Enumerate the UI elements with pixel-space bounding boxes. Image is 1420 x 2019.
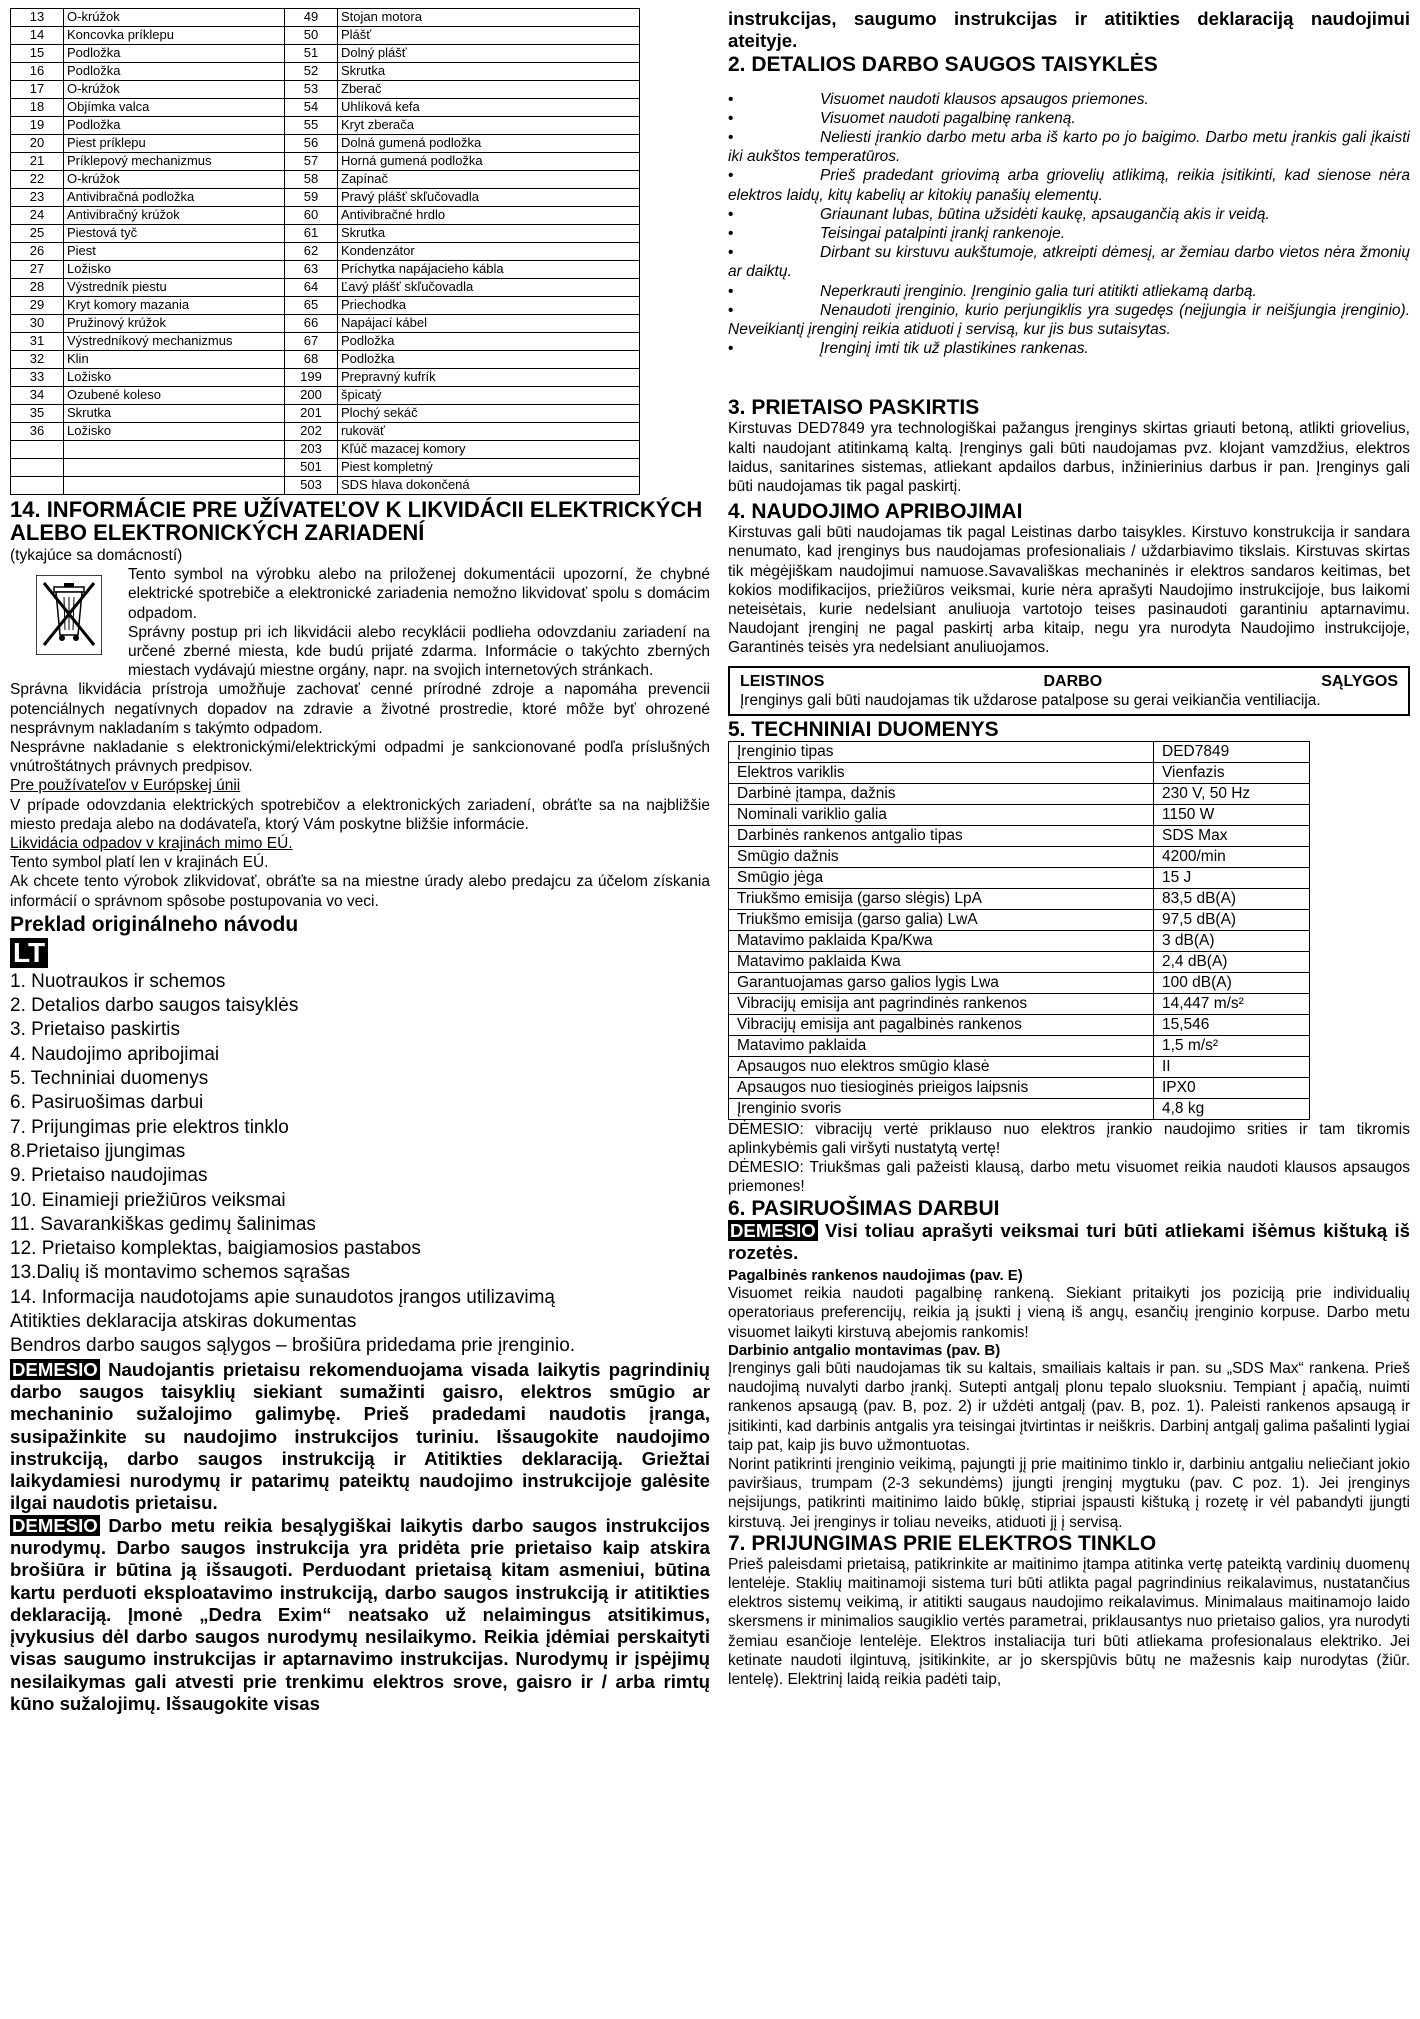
parts-row	[11, 153, 640, 171]
part-name: Stojan motora	[338, 9, 640, 27]
tech-row	[729, 909, 1310, 930]
part-number: 29	[11, 297, 64, 315]
part-name: Výstredníkový mechanizmus	[64, 333, 285, 351]
part-name: Kryt zberača	[338, 117, 640, 135]
part-name: O-krúžok	[64, 171, 285, 189]
part-number: 64	[285, 279, 338, 297]
parts-row	[11, 477, 640, 495]
parts-row	[11, 135, 640, 153]
part-number: 201	[285, 405, 338, 423]
part-name: Ložisko	[64, 261, 285, 279]
tech-row	[729, 825, 1310, 846]
permitted-conditions-text: Įrenginys gali būti naudojamas tik uždarose patalpose su gerai veikiančia ventiliacija.	[740, 691, 1321, 709]
tech-value: 1150 W	[1154, 804, 1310, 825]
tech-row	[729, 1035, 1310, 1056]
toc-item: 8.Prietaiso įjungimas	[10, 1140, 186, 1162]
part-number: 25	[11, 225, 64, 243]
part-name: Ľavý plášť skľučovadla	[338, 279, 640, 297]
part-name: Ložisko	[64, 369, 285, 387]
part-number: 26	[11, 243, 64, 261]
disposal-p2: Správny postup pri ich likvidácii alebo recyklácii podlieha odovzdaniu zariadení na určené zberné miesta, kde budú prijaté zdarma. Informácie o takýchto zberných miestach vydávajú miestne orgány, napr. na svojich internetových stránkach.	[128, 623, 710, 680]
part-name: Pravý plášť skľučovadla	[338, 189, 640, 207]
bullet-icon: •	[728, 129, 734, 146]
part-number: 36	[11, 423, 64, 441]
tech-param: Elektros variklis	[729, 762, 1154, 783]
bullet-icon: •	[728, 301, 734, 319]
parts-row	[11, 225, 640, 243]
part-name: Dolný plášť	[338, 45, 640, 63]
tech-row	[729, 930, 1310, 951]
section-6-title: 6. PASIRUOŠIMAS DARBUI	[728, 1196, 1000, 1220]
tech-value: 4,8 kg	[1154, 1098, 1310, 1119]
parts-row	[11, 99, 640, 117]
part-number: 67	[285, 333, 338, 351]
tech-param: Apsaugos nuo elektros smūgio klasė	[729, 1056, 1154, 1077]
part-name: O-krúžok	[64, 81, 285, 99]
part-name: Uhlíková kefa	[338, 99, 640, 117]
bullet-icon: •	[728, 282, 734, 300]
parts-row	[11, 171, 640, 189]
non-eu-title: Likvidácia odpadov v krajinách mimo EÚ.	[10, 835, 293, 853]
part-name: Skrutka	[338, 63, 640, 81]
tech-value: 100 dB(A)	[1154, 972, 1310, 993]
tech-param: Vibracijų emisija ant pagalbinės rankenos	[729, 1014, 1154, 1035]
parts-list-table	[10, 8, 640, 495]
tech-param: Triukšmo emisija (garso galia) LwA	[729, 909, 1154, 930]
parts-row	[11, 27, 640, 45]
parts-row	[11, 459, 640, 477]
tech-param: Apsaugos nuo tiesioginės prieigos laipsnis	[729, 1077, 1154, 1098]
toc-item: 9. Prietaiso naudojimas	[10, 1165, 208, 1187]
part-number: 24	[11, 207, 64, 225]
tech-value: SDS Max	[1154, 825, 1310, 846]
part-name: Napájací kábel	[338, 315, 640, 333]
parts-row	[11, 207, 640, 225]
part-name: Zapínač	[338, 171, 640, 189]
parts-row	[11, 369, 640, 387]
eu-users-title: Pre používateľov v Európskej únii	[10, 777, 241, 795]
tech-value: 15,546	[1154, 1014, 1310, 1035]
tech-param: Smūgio jėga	[729, 867, 1154, 888]
part-number: 58	[285, 171, 338, 189]
part-number: 21	[11, 153, 64, 171]
part-number	[11, 477, 64, 495]
part-number: 35	[11, 405, 64, 423]
tech-value: 3 dB(A)	[1154, 930, 1310, 951]
safety-rule: • Dirbant su kirstuvu aukštumoje, atkreipti dėmesį, ar žemiau darbo vietos nėra žmonių ar daiktų.	[728, 244, 1410, 281]
part-name: špicatý	[338, 387, 640, 405]
section-7-title: 7. PRIJUNGIMAS PRIE ELEKTROS TINKLO	[728, 1531, 1157, 1555]
part-name: Skrutka	[338, 225, 640, 243]
part-name: Zberač	[338, 81, 640, 99]
part-name: Priechodka	[338, 297, 640, 315]
part-number: 200	[285, 387, 338, 405]
safety-rule: • Griaunant lubas, būtina užsidėti kaukę, apsaugančią akis ir veidą.	[728, 205, 1270, 223]
part-name: Piest	[64, 243, 285, 261]
part-name: Dolná gumená podložka	[338, 135, 640, 153]
part-number: 28	[11, 279, 64, 297]
warning-1-text: Naudojantis prietaisu rekomenduojama visada laikytis pagrindinių darbo saugos taisyklių siekiant sumažinti gaisro, elektros smūgio ar mechaninio sužalojimo galimybę. Prieš pradedami naudotis įranga, susipažinkite su naudojimo instrukcijos turiniu. Išsaugokite naudojimo instrukciją, darbo saugos instrukciją ir Atitikties deklaraciją. Griežtai laikydamiesi nurodymų ir patarimų pateiktų naudojimo instrukcijoje galėsite ilgai naudotis prietaisu.	[10, 1358, 710, 1514]
tech-value: 1,5 m/s²	[1154, 1035, 1310, 1056]
right-column	[728, 8, 1410, 1689]
tech-row	[729, 1077, 1310, 1098]
part-number: 59	[285, 189, 338, 207]
parts-row	[11, 189, 640, 207]
part-number: 17	[11, 81, 64, 99]
part-number: 23	[11, 189, 64, 207]
tech-value: 14,447 m/s²	[1154, 993, 1310, 1014]
part-number: 66	[285, 315, 338, 333]
part-name: rukoväť	[338, 423, 640, 441]
part-name: O-krúžok	[64, 9, 285, 27]
part-name: Plochý sekáč	[338, 405, 640, 423]
aux-handle-text: Visuomet reikia naudoti pagalbinę rankeną. Siekiant pritaikyti jos poziciją prie individualių operatoriaus preferencijų, reikia ją įsukti į vieną iš angų, esančių įrenginio korpuse. Darbo metu visuomet laikyti kirstuvą abejomis rankomis!	[728, 1285, 1410, 1341]
part-name	[64, 477, 285, 495]
warning-label: DEMESIO	[12, 1514, 98, 1536]
tech-row	[729, 783, 1310, 804]
tech-row	[729, 972, 1310, 993]
tech-param: Įrenginio svoris	[729, 1098, 1154, 1119]
part-name: Klin	[64, 351, 285, 369]
weee-text	[128, 565, 710, 680]
toc-item: 6. Pasiruošimas darbui	[10, 1092, 204, 1114]
part-number: 16	[11, 63, 64, 81]
section-3-text: Kirstuvas DED7849 yra technologiškai pažangus įrenginys skirtas griauti betoną, atlikti griovelius, kalti naudojant atitinkamą kaltą. Įrenginys gali būti naudojamas pvz. klojant vamzdžius, elektros laidus, sanitarines sistemas, atliekant apdailos darbus, inžinierinius darbus ir pan. Įrenginys gali būti naudojamas tik pagal paskirtį.	[728, 420, 1410, 496]
section-5-title: 5. TECHNINIAI DUOMENYS	[728, 717, 999, 741]
part-name: Kondenzátor	[338, 243, 640, 261]
parts-row	[11, 81, 640, 99]
tech-row	[729, 1098, 1310, 1119]
part-number: 31	[11, 333, 64, 351]
disposal-p3: Správna likvidácia prístroja umožňuje zachovať cenné prírodné zdroje a napomáha prevencii potenciálnych negatívnych dopadov na zdravie a životné prostredie, ktoré môže byť ohrozené nesprávnym nakladaním s takýmto odpadom.	[10, 681, 710, 737]
part-name: SDS hlava dokončená	[338, 477, 640, 495]
part-name: Kryt komory mazania	[64, 297, 285, 315]
warning-2	[10, 1515, 710, 1716]
tech-param: Įrenginio tipas	[729, 741, 1154, 762]
crossed-bin-icon	[10, 565, 128, 680]
part-number: 63	[285, 261, 338, 279]
parts-row	[11, 243, 640, 261]
part-number: 20	[11, 135, 64, 153]
warning-2-continued: instrukcijas, saugumo instrukcijas ir atitikties deklaraciją naudojimui ateityje.	[728, 8, 1410, 52]
part-number: 34	[11, 387, 64, 405]
part-number: 60	[285, 207, 338, 225]
parts-row	[11, 405, 640, 423]
safety-rule: • Visuomet naudoti pagalbinę rankeną.	[728, 109, 1076, 127]
part-number: 49	[285, 9, 338, 27]
part-number: 50	[285, 27, 338, 45]
part-number: 13	[11, 9, 64, 27]
tech-value: 97,5 dB(A)	[1154, 909, 1310, 930]
part-number: 56	[285, 135, 338, 153]
part-name: Výstredník piestu	[64, 279, 285, 297]
toc-item: 12. Prietaiso komplektas, baigiamosios pastabos	[10, 1238, 421, 1260]
disposal-p1: Tento symbol na výrobku alebo na priloženej dokumentácii upozorní, že chybné elektrické spotrebiče a elektronické zariadenia nemožno likvidovať spolu s domácim odpadom.	[128, 566, 710, 622]
tech-param: Darbinė įtampa, dažnis	[729, 783, 1154, 804]
parts-row	[11, 297, 640, 315]
parts-row	[11, 279, 640, 297]
part-name	[64, 459, 285, 477]
translation-title: Preklad originálneho návodu	[10, 912, 299, 936]
parts-row	[11, 315, 640, 333]
warning-label: DEMESIO	[730, 1219, 816, 1241]
part-name	[64, 441, 285, 459]
toc-item: 13.Dalių iš montavimo schemos sąrašas	[10, 1262, 351, 1284]
safety-rule: • Teisingai patalpinti įrankį rankenoje.	[728, 225, 1065, 243]
bit-mounting-title: Darbinio antgalio montavimas (pav. B)	[728, 1341, 1001, 1359]
part-name: Koncovka príklepu	[64, 27, 285, 45]
part-number	[11, 441, 64, 459]
part-number: 57	[285, 153, 338, 171]
tech-row	[729, 1014, 1310, 1035]
tech-row	[729, 888, 1310, 909]
technical-data-table	[728, 741, 1310, 1120]
section-4-text: Kirstuvas gali būti naudojamas tik pagal Leistinas darbo taisykles. Kirstuvo konstrukcija ir sandara nenumato, kad įrenginys bus naudojamas profesionaliais / uždarbiavimo tikslais. Kirstuvas skirtas tik mėgėjiškam naudojimui namuose.Savavališkas mechaninės ir elektros sandaros keitimas, bet kokios modifikacijos, priežiūros veiksmai, kurie nėra aprašyti Naudojimo instrukcijoje, bus laikomi neteisėtais, kurie nedelsiant anuliuoja vartotojo teises pasinaudoti garantiniu aptarnavimu. Naudojant įrenginį ne pagal paskirtį arba kitaip, negu yra nurodyta Naudojimo instrukcijoje, Garantinės teisės yra nedelsiant anuliuojamos.	[728, 524, 1410, 657]
part-number: 14	[11, 27, 64, 45]
toc-item: 14. Informacija naudotojams apie sunaudotos įrangos utilizavimą	[10, 1286, 555, 1308]
part-name: Plášť	[338, 27, 640, 45]
toc-item: 5. Techniniai duomenys	[10, 1068, 209, 1090]
parts-row	[11, 441, 640, 459]
parts-row	[11, 261, 640, 279]
section-2-title: 2. DETALIOS DARBO SAUGOS TAISYKLĖS	[728, 52, 1158, 76]
tech-row	[729, 1056, 1310, 1077]
noise-note: DĖMESIO: Triukšmas gali pažeisti klausą, darbo metu visuomet reikia naudoti klausos apsaugos priemones!	[728, 1159, 1410, 1196]
table-of-contents	[10, 970, 710, 1359]
part-number: 27	[11, 261, 64, 279]
bullet-icon: •	[728, 205, 734, 223]
tech-param: Garantuojamas garso galios lygis Lwa	[729, 972, 1154, 993]
tech-row	[729, 804, 1310, 825]
part-number: 68	[285, 351, 338, 369]
parts-row	[11, 117, 640, 135]
tech-value: 83,5 dB(A)	[1154, 888, 1310, 909]
parts-row	[11, 63, 640, 81]
part-name: Horná gumená podložka	[338, 153, 640, 171]
part-number: 62	[285, 243, 338, 261]
section-4-title: 4. NAUDOJIMO APRIBOJIMAI	[728, 500, 1023, 524]
tech-param: Darbinės rankenos antgalio tipas	[729, 825, 1154, 846]
tech-param: Smūgio dažnis	[729, 846, 1154, 867]
part-number: 61	[285, 225, 338, 243]
tech-param: Vibracijų emisija ant pagrindinės rankenos	[729, 993, 1154, 1014]
section-7-text: Prieš paleisdami prietaisą, patikrinkite ar maitinimo įtampa atitinka vertę pateiktą vardinių duomenų lentelėje. Staklių maitinamoji sistema turi būti atlikta pagal pagrindinius reikalavimus, nustatančius elektros sistemų veikimą, ir atitikti saugaus naudojimo reikalavimus. Minimalaus maitinamojo laido skersmens ir minimalios saugiklio vertės parametrai, priklausantys nuo prietaiso galios, yra nurodyti žemiau esančioje lentelėje. Elektros instaliacija turi būti atliekama profesionalaus elektriko. Jei ketinate naudoti ilgintuvą, įsitikinkite, ar jo skerspjūvis būtų ne mažesnis kaip nurodytas (žiūr. lentelę). Elektrinį laidą reikia padėti taip,	[728, 1555, 1410, 1688]
safety-rule: • Įrenginį imti tik už plastikines rankenas.	[728, 340, 1089, 358]
part-number: 15	[11, 45, 64, 63]
part-number	[11, 459, 64, 477]
part-number: 32	[11, 351, 64, 369]
section-3-title: 3. PRIETAISO PASKIRTIS	[728, 396, 980, 420]
part-name: Objímka valca	[64, 99, 285, 117]
part-name: Podložka	[64, 45, 285, 63]
part-name: Kľúč mazacej komory	[338, 441, 640, 459]
disposal-p4: Nesprávne nakladanie s elektronickými/elektrickými odpadmi je sankcionované podľa príslušných vnútroštátnych právnych predpisov.	[10, 739, 710, 776]
toc-item: Bendros darbo saugos sąlygos – brošiūra pridedama prie įrenginio.	[10, 1335, 576, 1357]
disposal-p6: Tento symbol platí len v krajinách EÚ.	[10, 854, 269, 872]
bullet-icon: •	[728, 244, 734, 262]
part-name: Antivibračná podložka	[64, 189, 285, 207]
tech-param: Matavimo paklaida Kpa/Kwa	[729, 930, 1154, 951]
part-name: Podložka	[64, 63, 285, 81]
toc-item: 1. Nuotraukos ir schemos	[10, 970, 226, 992]
part-number: 65	[285, 297, 338, 315]
tech-value: 230 V, 50 Hz	[1154, 783, 1310, 804]
safety-rule: • Visuomet naudoti klausos apsaugos priemones.	[728, 90, 1149, 108]
tech-value: 4200/min	[1154, 846, 1310, 867]
safety-rules-list	[728, 90, 1410, 359]
warning-label: DEMESIO	[12, 1358, 98, 1380]
tech-row	[729, 846, 1310, 867]
function-check-text: Norint patikrinti įrenginio veikimą, pajungti jį prie maitinimo tinklo ir, darbiniu antgaliu neliečiant jokio paviršiaus, trumpam (2-3 sekundėms) įjungti įrenginį mygtuku (pav. C poz. 1). Jei įrenginys neįsijungs, patikrinti maitinimo laido būklę, stipriai įspausti kištuką į rozetę ir vėl pabandyti įjungti kirstuvą. Jei įrenginys ir toliau neveiks, atiduoti jį į servisą.	[728, 1455, 1410, 1531]
bullet-icon: •	[728, 90, 734, 108]
parts-row	[11, 45, 640, 63]
disposal-heading: 14. INFORMÁCIE PRE UŽÍVATEĽOV K LIKVIDÁCII ELEKTRICKÝCH ALEBO ELEKTRONICKÝCH ZARIADENÍ	[10, 497, 703, 545]
tech-row	[729, 867, 1310, 888]
tech-param: Matavimo paklaida Kwa	[729, 951, 1154, 972]
toc-item: 10. Einamieji priežiūros veiksmai	[10, 1189, 286, 1211]
tech-value: 2,4 dB(A)	[1154, 951, 1310, 972]
vibration-note: DĖMESIO: vibracijų vertė priklauso nuo elektros įrankio naudojimo srities ir tam tikromis aplinkybėmis gali viršyti nustatytą vertę!	[728, 1120, 1410, 1158]
permitted-conditions-box	[728, 666, 1410, 716]
part-number: 22	[11, 171, 64, 189]
parts-row	[11, 423, 640, 441]
part-number: 30	[11, 315, 64, 333]
toc-item: 3. Prietaiso paskirtis	[10, 1019, 181, 1041]
part-name: Podložka	[64, 117, 285, 135]
weee-block	[10, 565, 710, 680]
tech-param: Matavimo paklaida	[729, 1035, 1154, 1056]
toc-item: 7. Prijungimas prie elektros tinklo	[10, 1116, 289, 1138]
part-name: Prepravný kufrík	[338, 369, 640, 387]
toc-item: 11. Savarankiškas gedimų šalinimas	[10, 1213, 316, 1235]
part-name: Podložka	[338, 351, 640, 369]
warning-1	[10, 1359, 710, 1515]
part-name: Príchytka napájacieho kábla	[338, 261, 640, 279]
tech-value: 15 J	[1154, 867, 1310, 888]
disposal-section	[10, 498, 710, 911]
part-name: Piestová tyč	[64, 225, 285, 243]
bit-mounting-text: Įrenginys gali būti naudojamas tik su kaltais, smailiais kaltais ir pan. su „SDS Max“ rankena. Prieš naudojimą nuvalyti darbo įrankį. Sutepti antgalį plonu tepalo sluoksniu. Tempiant į apačią, nuimti rankenos apsaugą (pav. B, poz. 2) ir uždėti antgalį (pav. B, poz. 1). Paleisti rankenos apsaugą ir įsitikinti, kad darbinis antgalis yra teisingai įtvirtintas ir neiškris. Darbinį antgalį galima pašalinti lygiai taip pat, kaip jis buvo užmontuotas.	[728, 1359, 1410, 1454]
safety-rule: • Prieš pradedant griovimą arba griovelių atlikimą, reikia įsitikinti, kad sienose nėra elektros laidų, kitų kabelių ar kitokių panašių elementų.	[728, 167, 1410, 204]
parts-row	[11, 387, 640, 405]
warning-2-text: Darbo metu reikia besąlygiškai laikytis darbo saugos instrukcijos nurodymų. Darbo saugos instrukcija yra pridėta prie prietaiso kaip atskira brošiūra ir būtina ją išsaugoti. Perduodant prietaisą kitam asmeniui, būtina kartu perduoti eksploatavimo instrukciją, darbo saugos instrukciją ir atitikties deklaraciją. Įmonė „Dedra Exim“ neatsako už nelaimingus atsitikimus, įvykusius dėl darbo saugos nurodymų nesilaikymo. Reikia įdėmiai perskaityti visas saugumo instrukcijas ir aptarnavimo instrukcijas. Nurodymų ir įspėjimų nesilaikymas gali atvesti prie trenkimu elektros srove, gaisro ir / arba rimtų kūno sužalojimų. Išsaugokite visas	[10, 1514, 710, 1715]
safety-rule: • Nenaudoti įrenginio, kurio perjungiklis yra sugedęs (neįjungia ir neišjungia įrenginio). Neveikiantį įrenginį reikia atiduoti į servisą, kur jis bus sutaisytas.	[728, 301, 1410, 339]
part-number: 55	[285, 117, 338, 135]
part-name: Príklepový mechanizmus	[64, 153, 285, 171]
tech-row	[729, 741, 1310, 762]
part-name: Skrutka	[64, 405, 285, 423]
permitted-conditions-title: LEISTINOS DARBO SĄLYGOS	[740, 672, 1398, 690]
toc-item: Atitikties deklaracija atskiras dokumentas	[10, 1311, 357, 1333]
aux-handle-title: Pagalbinės rankenos naudojimas (pav. E)	[728, 1267, 1023, 1285]
part-number: 54	[285, 99, 338, 117]
section-6-warning: DEMESIO Visi toliau aprašyti veiksmai turi būti atliekami išėmus kištuką iš rozetės.	[728, 1219, 1410, 1263]
part-number: 51	[285, 45, 338, 63]
part-name: Ozubené koleso	[64, 387, 285, 405]
tech-row	[729, 762, 1310, 783]
disposal-subtitle: (tykajúce sa domácností)	[10, 547, 183, 564]
safety-rule: • Neliesti įrankio darbo metu arba iš karto po jo baigimo. Darbo metu įrankis gali įkaisti iki aukštos temperatūros.	[728, 129, 1410, 166]
part-name: Pružinový krúžok	[64, 315, 285, 333]
parts-row	[11, 351, 640, 369]
part-number: 199	[285, 369, 338, 387]
language-badge: LT	[10, 938, 48, 968]
parts-row	[11, 333, 640, 351]
tech-row	[729, 951, 1310, 972]
part-name: Piest príklepu	[64, 135, 285, 153]
tech-value: Vienfazis	[1154, 762, 1310, 783]
part-number: 19	[11, 117, 64, 135]
parts-row	[11, 9, 640, 27]
part-name: Podložka	[338, 333, 640, 351]
toc-item: 4. Naudojimo apribojimai	[10, 1043, 220, 1065]
part-number: 18	[11, 99, 64, 117]
bullet-icon: •	[728, 340, 734, 358]
tech-value: II	[1154, 1056, 1310, 1077]
safety-rule: • Neperkrauti įrenginio. Įrenginio galia turi atitikti atliekamą darbą.	[728, 282, 1257, 300]
part-name: Piest kompletný	[338, 459, 640, 477]
part-number: 501	[285, 459, 338, 477]
part-name: Antivibračný krúžok	[64, 207, 285, 225]
part-number: 33	[11, 369, 64, 387]
bullet-icon: •	[728, 167, 734, 185]
part-number: 202	[285, 423, 338, 441]
part-number: 53	[285, 81, 338, 99]
part-number: 52	[285, 63, 338, 81]
tech-param: Nominali variklio galia	[729, 804, 1154, 825]
part-name: Antivibračné hrdlo	[338, 207, 640, 225]
bullet-icon: •	[728, 109, 734, 127]
part-number: 503	[285, 477, 338, 495]
toc-item: 2. Detalios darbo saugos taisyklės	[10, 995, 299, 1017]
tech-param: Triukšmo emisija (garso slėgis) LpA	[729, 888, 1154, 909]
disposal-p7: Ak chcete tento výrobok zlikvidovať, obráťte sa na miestne úrady alebo predajcu za účelom získania informácií o správnom spôsobe postupovania vo veci.	[10, 873, 710, 910]
disposal-p5: V prípade odovzdania elektrických spotrebičov a elektronických zariadení, obráťte sa na najbližšie miesto predaja alebo na dodávateľa, ktorý Vám poskytne bližšie informácie.	[10, 796, 710, 833]
tech-value: DED7849	[1154, 741, 1310, 762]
bullet-icon: •	[728, 225, 734, 243]
part-name: Ložisko	[64, 423, 285, 441]
part-number: 203	[285, 441, 338, 459]
tech-value: IPX0	[1154, 1077, 1310, 1098]
left-column	[10, 8, 710, 1715]
tech-row	[729, 993, 1310, 1014]
